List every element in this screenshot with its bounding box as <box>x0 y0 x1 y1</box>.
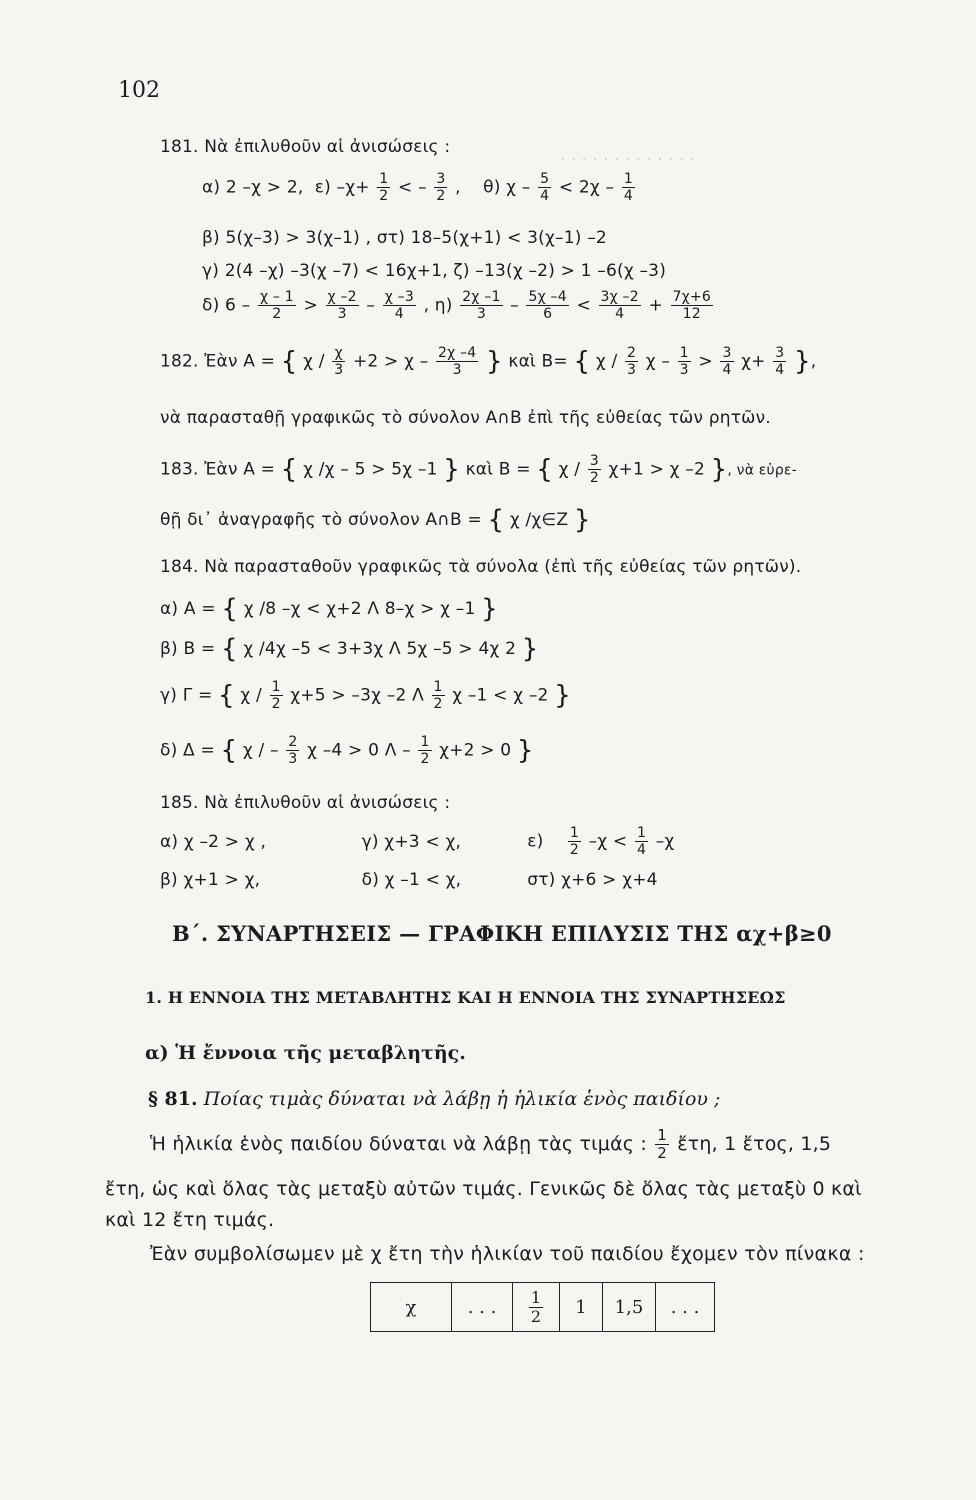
paragraph-81-title: § 81. Ποίας τιμὰς δύναται νὰ λάβῃ ἡ ἡλικία ἑνὸς παιδίου ; <box>148 1088 721 1110</box>
exercise-184-intro: 184. Νὰ παρασταθοῦν γραφικῶς τὰ σύνολα (ἐπὶ τῆς εὐθείας τῶν ρητῶν). <box>160 557 802 577</box>
paragraph-81-line-3: καὶ 12 ἔτη τιμάς. <box>105 1209 275 1231</box>
exercise-184-b: β) B = { χ /4χ –5 < 3+3χ Λ 5χ –5 > 4χ 2 } <box>160 634 539 664</box>
exercise-185-intro: 185. Νὰ ἐπιλυθοῦν αἱ ἀνισώσεις : <box>160 793 451 813</box>
age-table <box>370 1282 715 1332</box>
paragraph-81-line-1: Ἡ ἡλικία ἑνὸς παιδίου δύναται νὰ λάβῃ τὰς τιμάς : $\frac{1}{2}$ ἔτη, 1 ἔτος, 1,5 <box>150 1126 832 1162</box>
exercise-185-row-1: α) χ –2 > χ , γ) χ+3 < χ, ε) $\frac{1}{2}$ –χ < $\frac{1}{4}$ –χ <box>160 825 675 858</box>
table-cell-one-point-five: 1,5 <box>603 1283 656 1332</box>
subsection-a-heading: α) Ἡ ἔννοια τῆς μεταβλητῆς. <box>145 1042 466 1064</box>
exercise-184-d: δ) Δ = { χ / – $\frac{2}{3}$ χ –4 > 0 Λ – $\frac{1}{2}$ χ+2 > 0 } <box>160 734 534 767</box>
paragraph-81-line-2: ἔτη, ὡς καὶ ὅλας τὰς μεταξὺ αὐτῶν τιμάς. Γενικῶς δὲ ὅλας τὰς μεταξὺ 0 καὶ <box>105 1178 862 1200</box>
exercise-185-row-2: β) χ+1 > χ, δ) χ –1 < χ, στ) χ+6 > χ+4 <box>160 870 658 890</box>
paragraph-81-line-4: Ἐὰν συμβολίσωμεν μὲ χ ἔτη τὴν ἡλικίαν τοῦ παιδίου ἔχομεν τὸν πίνακα : <box>150 1243 865 1265</box>
exercise-183-line-2: θῇ δι᾽ ἀναγραφῆς τὸ σύνολον A∩B = { χ /χ∈Z } <box>160 505 591 535</box>
exercise-181-line-a: α) 2 –χ > 2, ε) –χ+ $\frac{1}{2}$ < – $\frac{3}{2}$ , θ) χ – $\frac{5}{4}$ < 2χ – $\frac{1}{4}$ <box>202 171 633 204</box>
exercise-184-a: α) A = { χ /8 –χ < χ+2 Λ 8–χ > χ –1 } <box>160 594 498 624</box>
table-cell-ellipsis: . . . <box>452 1283 513 1332</box>
table-cell-ellipsis-end: . . . <box>656 1283 715 1332</box>
exercise-181-intro: 181. Νὰ ἐπιλυθοῦν αἱ ἀνισώσεις : <box>160 137 451 157</box>
exercise-181-line-b: β) 5(χ–3) > 3(χ–1) , στ) 18–5(χ+1) < 3(χ–1) –2 <box>202 228 607 248</box>
table-row <box>371 1283 715 1332</box>
exercise-181-line-g: γ) 2(4 –χ) –3(χ –7) < 16χ+1, ζ) –13(χ –2) > 1 –6(χ –3) <box>202 261 667 281</box>
page-number: 102 <box>118 78 160 103</box>
section-1-heading: 1. Η ΕΝΝΟΙΑ ΤΗΣ ΜΕΤΑΒΛΗΤΗΣ ΚΑΙ Η ΕΝΝΟΙΑ ΤΗΣ ΣΥΝΑΡΤΗΣΕΩΣ <box>145 988 786 1007</box>
table-cell-variable: χ <box>371 1283 452 1332</box>
bleed-through-texture: · · · · · · · · · · · · · <box>560 150 696 170</box>
exercise-182-line-1: 182. Ἐὰν A = { χ / $\frac{\chi}{3}$ +2 > χ – $\frac{2\chi -4}{3}$ } καὶ B= { χ / $\frac{2}{3}$ χ – $\frac{1}{3}$ > $\frac{3}{4}$ χ+ $\frac{3}{4}$ }, <box>160 345 817 378</box>
exercise-182-line-2: νὰ παρασταθῇ γραφικῶς τὸ σύνολον A∩B ἐπὶ τῆς εὐθείας τῶν ρητῶν. <box>160 408 771 428</box>
table-cell-one: 1 <box>560 1283 603 1332</box>
exercise-183-line-1: 183. Ἐὰν A = { χ /χ – 5 > 5χ –1 } καὶ B = { χ / $\frac{3}{2}$ χ+1 > χ –2 }, νὰ εὑρε- <box>160 453 797 486</box>
exercise-181-line-d: δ) 6 – $\frac{\chi - 1}{2}$ > $\frac{\chi -2}{3}$ – $\frac{\chi -3}{4}$ , η) $\frac{2\chi -1}{3}$ – $\frac{5\chi -4}{6}$ < $\frac{3\chi -2}{4}$ + $\frac{7\chi+6}{12}$ <box>202 289 711 322</box>
table-cell-half: $\frac{1}{2}$ <box>513 1283 560 1332</box>
exercise-184-g: γ) Γ = { χ / $\frac{1}{2}$ χ+5 > –3χ –2 Λ $\frac{1}{2}$ χ –1 < χ –2 } <box>160 679 571 712</box>
section-b-heading: Β΄. ΣΥΝΑΡΤΗΣΕΙΣ — ΓΡΑΦΙΚΗ ΕΠΙΛΥΣΙΣ ΤΗΣ αχ+β≥0 <box>172 921 832 946</box>
